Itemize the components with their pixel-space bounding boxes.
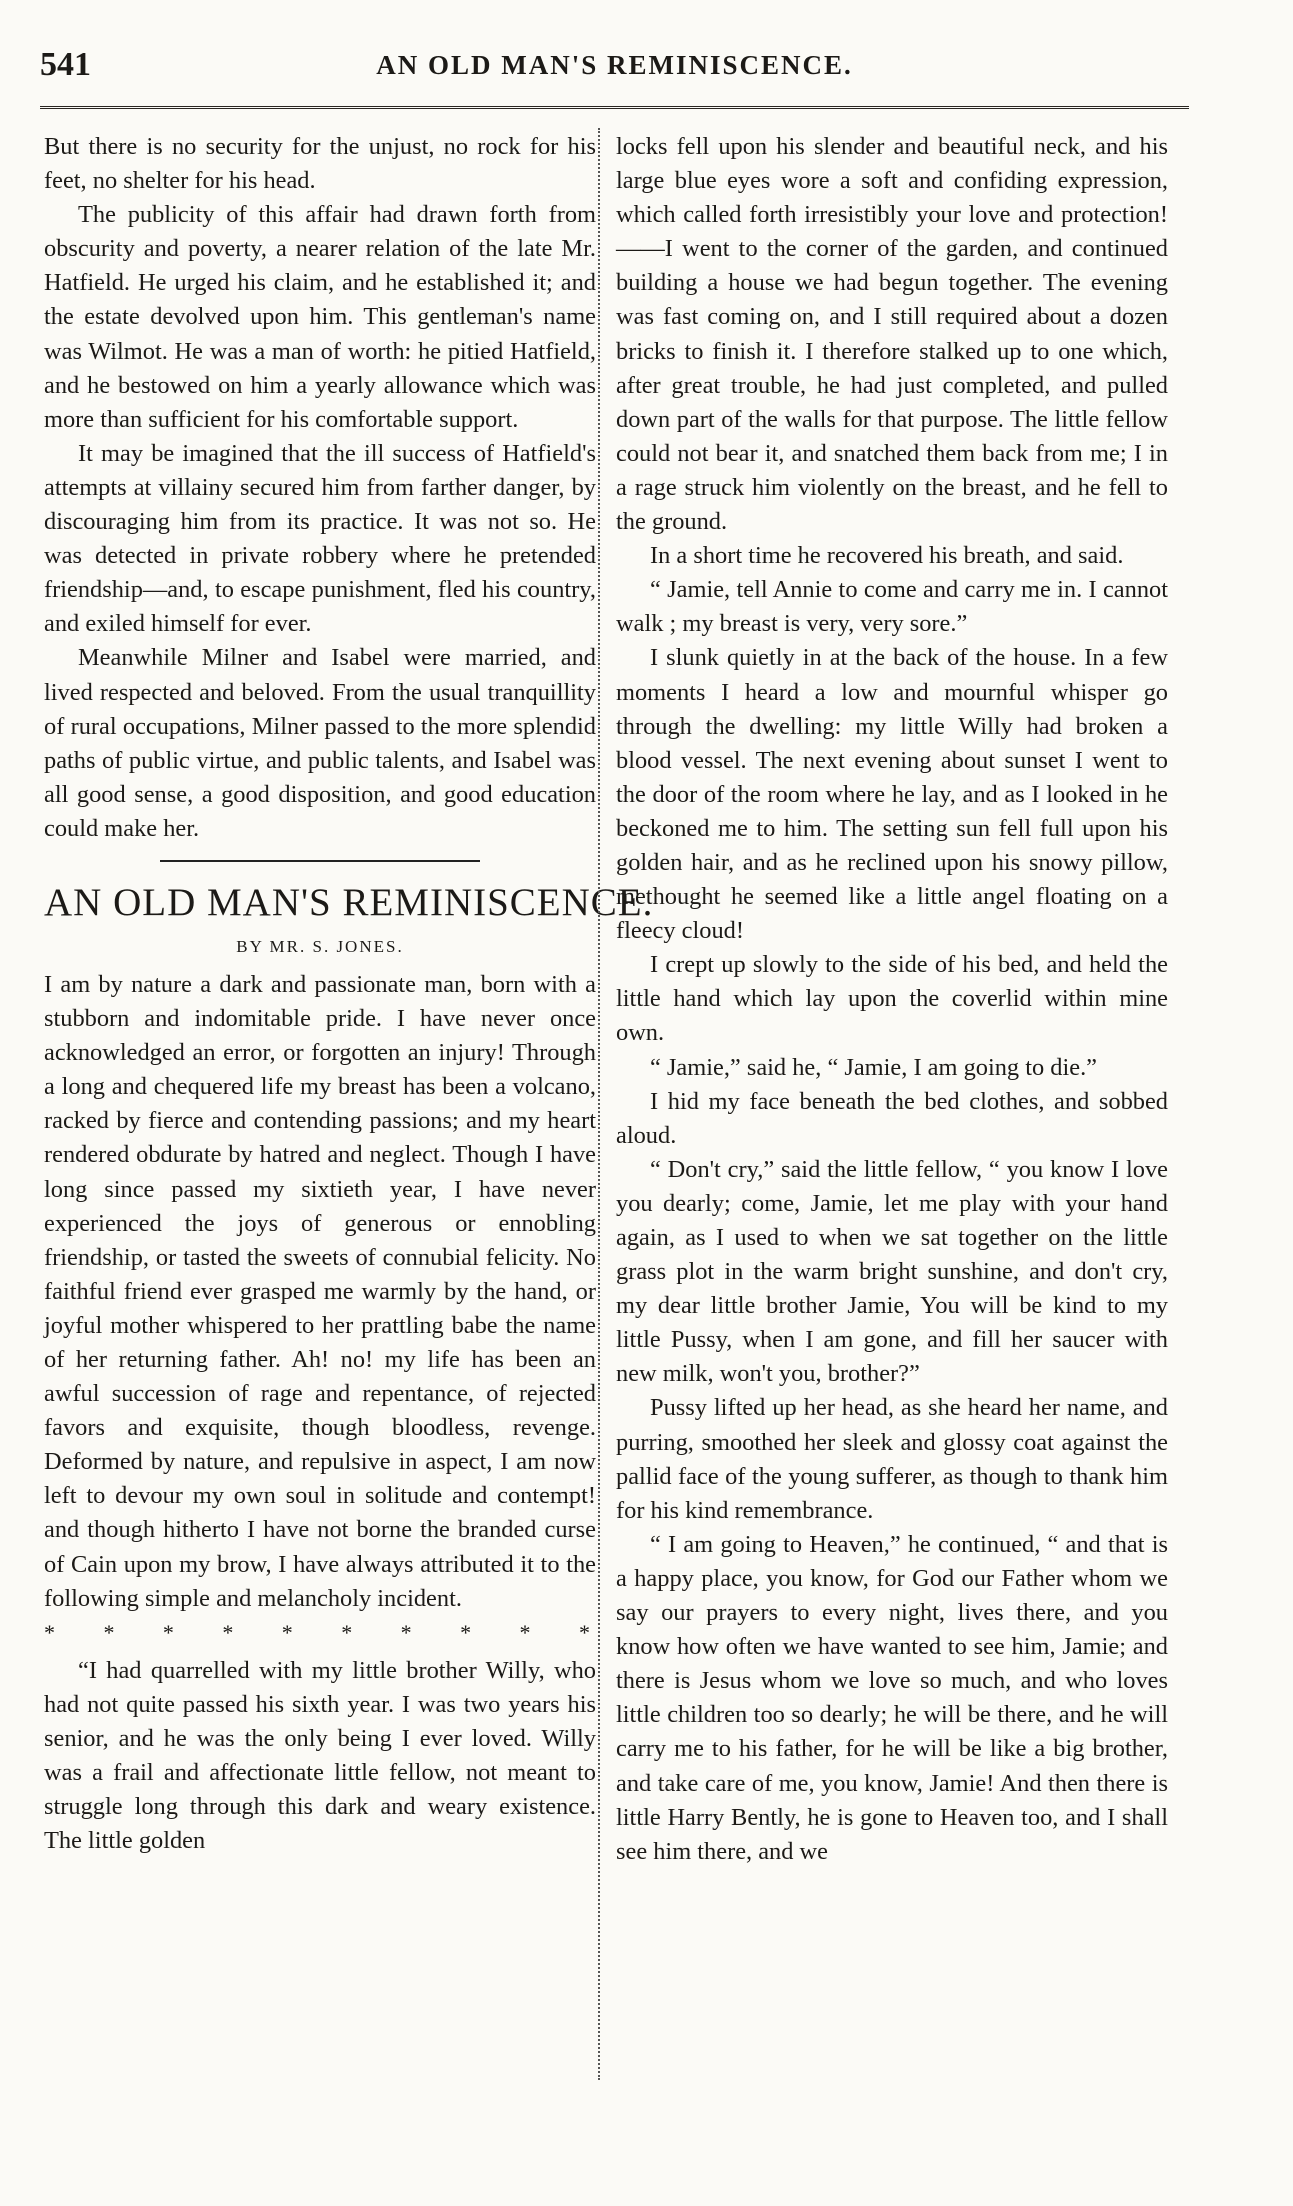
left-column [44,130,654,1858]
header-rule [40,106,1189,109]
article-title: AN OLD MAN'S REMINISCENCE. [44,880,654,924]
paragraph: “ Jamie, tell Annie to come and carry me in. I cannot walk ; my breast is very, very sore.” [616,576,1168,638]
paragraph: It may be imagined that the ill success of Hatfield's attempts at villainy secured him from farther danger, by discouraging him from its practice. It was not so. He was detected in private robbery where he pretended friendship—and, to escape punishment, fled his country, and exiled himself for ever. [44,439,596,638]
section-separator [160,860,480,862]
paragraph: I crept up slowly to the side of his bed, and held the little hand which lay upon the coverlid within mine own. [616,951,1168,1047]
column-divider [598,128,600,2080]
page-header [40,46,1189,96]
byline: BY MR. S. JONES. [236,936,404,956]
asterisk-divider: * * * * * * * * * * [44,1619,596,1645]
paragraph: I hid my face beneath the bed clothes, and sobbed aloud. [616,1087,1168,1149]
running-title: AN OLD MAN'S REMINISCENCE. [376,50,853,80]
paragraph: Pussy lifted up her head, as she heard her name, and purring, smoothed her sleek and glossy coat against the pallid face of the young sufferer, as though to thank him for his kind remembrance. [616,1394,1168,1524]
paragraph: “ Jamie,” said he, “ Jamie, I am going to die.” [650,1053,1098,1081]
paragraph: “ I am going to Heaven,” he continued, “ and that is a happy place, you know, for God our Father whom we say our prayers to every night, lives there, and you know how often we have wanted to see him, Jamie; and there is Jesus whom we love so much, and who loves little children too so dearly; he will be there, and he will carry me to his father, for he will be like a big brother, and take care of me, you know, Jamie! And then there is little Harry Bently, he is gone to Heaven too, and I shall see him there, and we [616,1530,1168,1865]
paragraph: I slunk quietly in at the back of the house. In a few moments I heard a low and mournful whisper go through the dwelling: my little Willy had broken a blood vessel. The next evening about sunset I went to the door of the room where he lay, and as I looked in he beckoned me to him. The setting sun fell full upon his golden hair, and as he reclined upon his snowy pillow, methought he seemed like a little angel floating on a fleecy cloud! [616,644,1168,945]
paragraph: locks fell upon his slender and beautiful neck, and his large blue eyes wore a soft and confiding expression, which called forth irresistibly your love and protection!——I went to the corner of the garden, and continued building a house we had begun together. The evening was fast coming on, and I still required about a dozen bricks to finish it. I therefore stalked up to one which, after great trouble, he had just completed, and pulled down part of the walls for that purpose. The little fellow could not bear it, and snatched them back from me; I in a rage struck him violently on the breast, and he fell to the ground. [616,133,1168,536]
intro-paragraph: I am by nature a dark and passionate man, born with a stubborn and indomitable pride. I have never once acknowledged an error, or forgotten an injury! Through a long and chequered life my breast has been a volcano, racked by fierce and contending passions; and my heart rendered obdurate by hatred and neglect. Though I have long since passed my sixtieth year, I have never experienced the joys of generous or ennobling friendship, or tasted the sweets of connubial felicity. No faithful friend ever grasped me warmly by the hand, or joyful mother whispered to her prattling babe the name of her returning father. Ah! no! my life has been an awful succession of rage and repentance, of rejected favors and exquisite, though bloodless, revenge. Deformed by nature, and repulsive in aspect, I am now left to devour my own soul in solitude and contempt! and though hitherto I have not borne the branded curse of Cain upon my brow, I have always attributed it to the following simple and melancholy incident. [44,970,596,1612]
paragraph: “I had quarrelled with my little brother Willy, who had not quite passed his sixth year. I was two years his senior, and he was the only being I ever loved. Willy was a frail and affectionate little fellow, not meant to struggle long through this dark and weary existence. The little golden [44,1656,596,1855]
paragraph: The publicity of this affair had drawn forth from obscurity and poverty, a nearer relation of the late Mr. Hatfield. He urged his claim, and he established it; and the estate devolved upon him. This gentleman's name was Wilmot. He was a man of worth: he pitied Hatfield, and he bestowed on him a yearly allowance which was more than sufficient for his comfortable support. [44,201,596,433]
page-number: 541 [40,46,91,83]
paragraph: In a short time he recovered his breath, and said. [650,542,1124,570]
paragraph: Meanwhile Milner and Isabel were married, and lived respected and beloved. From the usual tranquillity of rural occupations, Milner passed to the more splendid paths of public virtue, and public talents, and Isabel was all good sense, a good disposition, and good education could make her. [44,644,596,842]
paragraph: But there is no security for the unjust, no rock for his feet, no shelter for his head. [44,133,596,195]
paragraph: “ Don't cry,” said the little fellow, “ you know I love you dearly; come, Jamie, let me play with your hand again, as I used to when we sat together on the little grass plot in the warm bright sunshine, and don't cry, my dear little brother Jamie, You will be kind to my little Pussy, when I am gone, and fill her saucer with new milk, won't you, brother?” [616,1155,1168,1388]
right-column [616,130,1168,1869]
